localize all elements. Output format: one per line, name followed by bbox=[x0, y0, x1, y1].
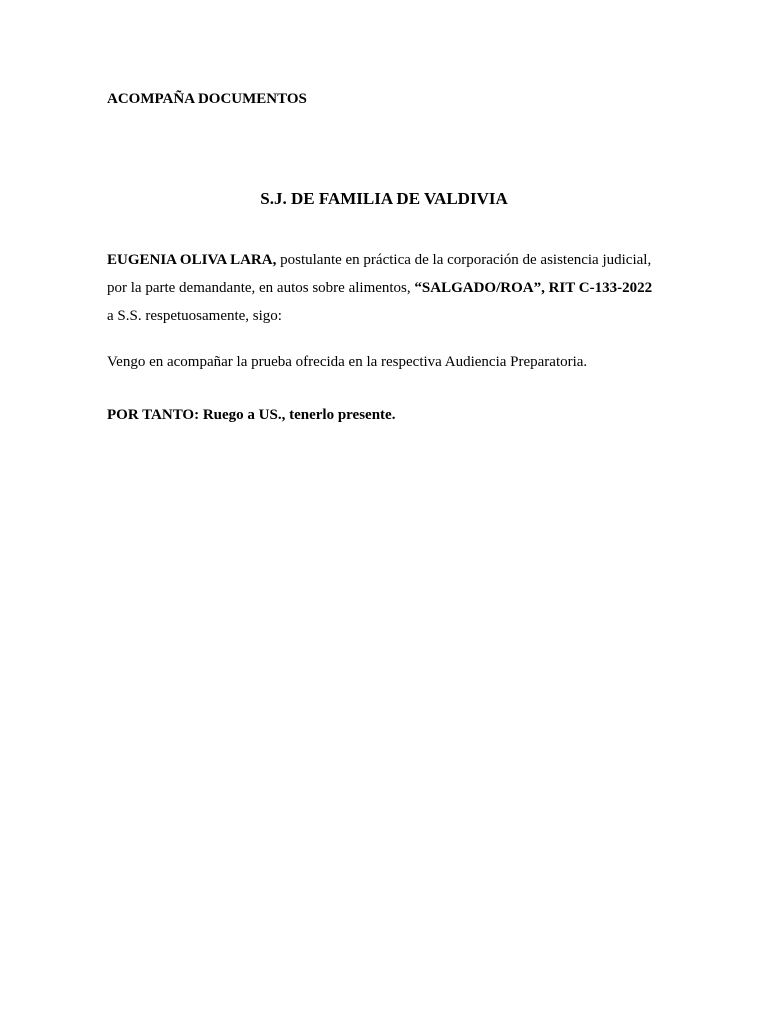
document-summary-heading: ACOMPAÑA DOCUMENTOS bbox=[107, 91, 307, 107]
intro-line-2-text: por la parte demandante, en autos sobre alimentos, bbox=[107, 280, 415, 296]
introduction-paragraph bbox=[107, 246, 667, 330]
intro-line-2 bbox=[107, 274, 667, 302]
court-heading: S.J. DE FAMILIA DE VALDIVIA bbox=[260, 189, 508, 208]
intro-line-1-text: postulante en práctica de la corporación de asistencia judicial, bbox=[276, 252, 652, 268]
petition-closing: POR TANTO: Ruego a US., tenerlo presente. bbox=[107, 407, 396, 423]
case-reference: “SALGADO/ROA”, RIT C-133-2022 bbox=[414, 280, 653, 296]
intro-line-1 bbox=[107, 246, 667, 274]
body-paragraph: Vengo en acompañar la prueba ofrecida en la respectiva Audiencia Preparatoria. bbox=[107, 354, 588, 370]
attorney-name: EUGENIA OLIVA LARA, bbox=[107, 252, 277, 268]
intro-line-3: a S.S. respetuosamente, sigo: bbox=[107, 308, 282, 324]
